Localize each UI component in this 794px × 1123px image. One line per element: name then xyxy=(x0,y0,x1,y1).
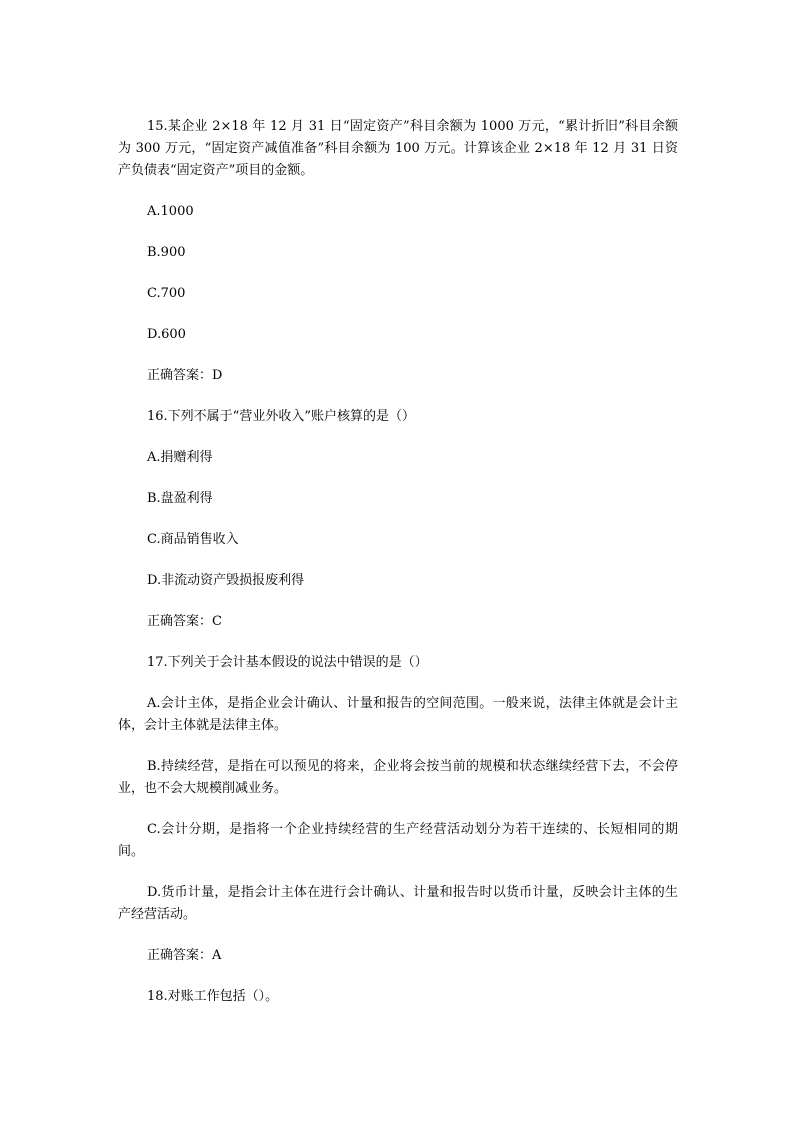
question-15-stem: 15.某企业 2×18 年 12 月 31 日“固定资产”科目余额为 1000 万元，“累计折旧”科目余额为 300 万元，“固定资产减值准备”科目余额为 100 万元。计算该企业 2×18 年 12 月 31 日资产负债表“固定资产”项目的金额。 xyxy=(118,119,678,178)
question-17-option-c: C.会计分期，是指将一个企业持续经营的生产经营活动划分为若干连续的、长短相同的期间。 xyxy=(118,822,678,859)
question-16-option-d: D.非流动资产毁损报废利得 xyxy=(147,573,305,588)
question-15-option-a: A.1000 xyxy=(147,204,194,219)
question-15-option-d: D.600 xyxy=(147,327,186,342)
question-15-option-c: C.700 xyxy=(147,286,186,301)
question-17-stem: 17.下列关于会计基本假设的说法中错误的是（） xyxy=(147,655,428,670)
question-15-answer: 正确答案：D xyxy=(147,368,223,383)
question-16-stem: 16.下列不属于“营业外收入”账户核算的是（） xyxy=(147,409,415,424)
question-16-answer: 正确答案：C xyxy=(147,614,222,629)
question-17-option-b: B.持续经营，是指在可以预见的将来，企业将会按当前的规模和状态继续经营下去，不会停业，也不会大规模削减业务。 xyxy=(118,759,678,796)
question-17-option-a: A.会计主体，是指企业会计确认、计量和报告的空间范围。一般来说，法律主体就是会计主体，会计主体就是法律主体。 xyxy=(118,696,678,733)
question-16-option-a: A.捐赠利得 xyxy=(147,450,213,465)
question-15-option-b: B.900 xyxy=(147,245,186,260)
question-16-option-c: C.商品销售收入 xyxy=(147,532,239,547)
question-17-answer: 正确答案：A xyxy=(147,948,222,963)
question-16-option-b: B.盘盈利得 xyxy=(147,491,213,506)
document-page xyxy=(118,116,678,1027)
question-18-stem: 18.对账工作包括（）。 xyxy=(147,989,279,1004)
question-17-option-d: D.货币计量，是指会计主体在进行会计确认、计量和报告时以货币计量，反映会计主体的生产经营活动。 xyxy=(118,885,678,922)
